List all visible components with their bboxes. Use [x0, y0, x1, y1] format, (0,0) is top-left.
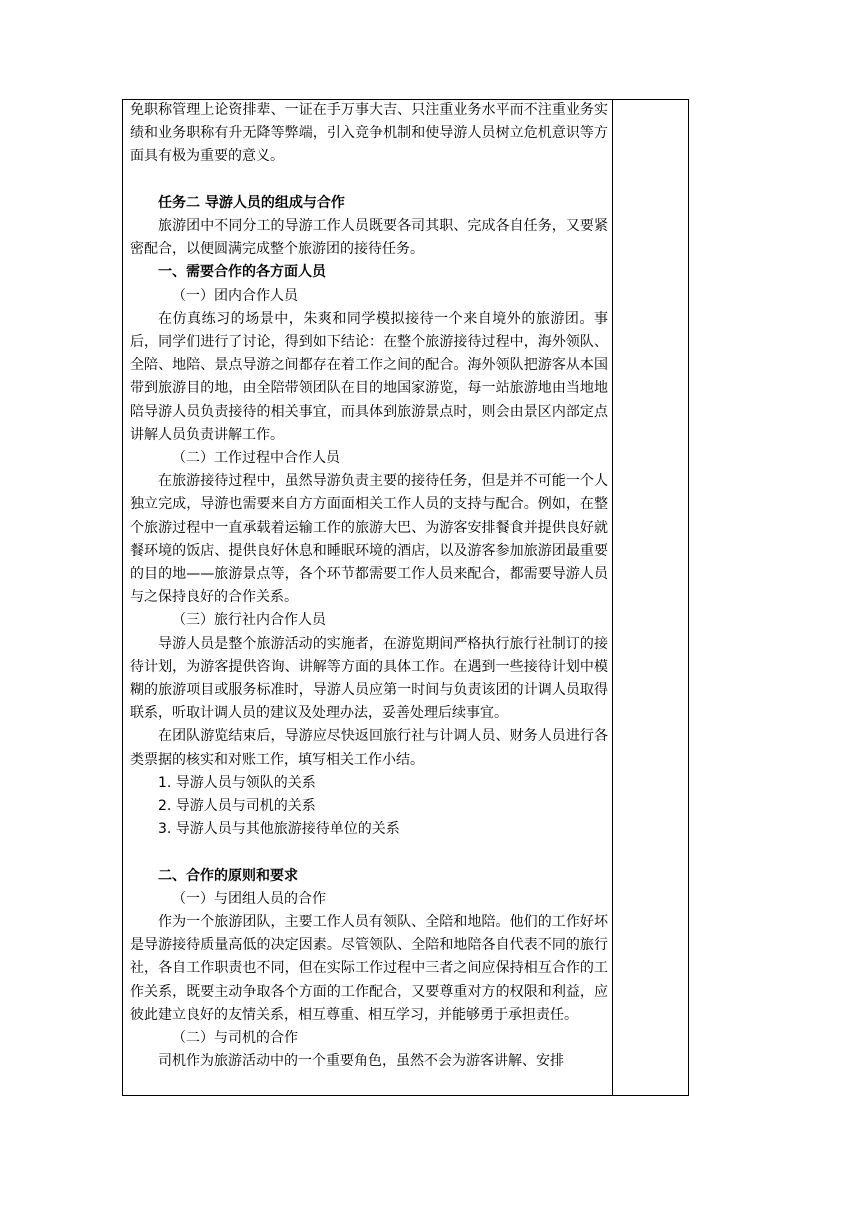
subsection-2-paragraph: 在旅游接待过程中，虽然导游负责主要的接待任务，但是并不可能一个人独立完成，导游也需要来自方方面面相关工作人员的支持与配合。例如，在整个旅游过程中一直承载着运输工作的旅游大巴、为游客安排餐食并提供良好就餐环境的饭店、提供良好休息和睡眠环境的酒店，以及游客参加旅游团最重要的目的地——旅游景点等，各个环节都需要工作人员来配合，都需要导游人员与之保持良好的合作关系。 [130, 473, 608, 606]
subsection-3: （三）旅行社内合作人员 [172, 612, 326, 629]
section-heading-2: 二、合作的原则和要求 [158, 867, 298, 884]
subsection-4-paragraph: 作为一个旅游团队，主要工作人员有领队、全陪和地陪。他们的工作好坏是导游接待质量高低的决定因素。尽管领队、全陪和地陪各自代表不同的旅行社，各自工作职责也不同，但在实际工作过程中三者之间应保持相互合作的工作关系，既要主动争取各个方面的工作配合，又要尊重对方的权限和利益，应彼此建立良好的友情关系，相互尊重、相互学习，并能够勇于承担责任。 [130, 914, 608, 1023]
subsection-5: （二）与司机的合作 [172, 1030, 298, 1047]
section-heading-1: 一、需要合作的各方面人员 [158, 264, 326, 281]
subsection-1-paragraph: 在仿真练习的场景中，朱爽和同学模拟接待一个来自境外的旅游团。事后，同学们进行了讨论，得到如下结论：在整个旅游接待过程中，海外领队、全陪、地陪、景点导游之间都存在着工作之间的配合。海外领队把游客从本国带到旅游目的地，由全陪带领团队在目的地国家游览，每一站旅游地由当地地陪导游人员负责接待的相关事宜，而具体到旅游景点时，则会由景区内部定点讲解人员负责讲解工作。 [130, 310, 608, 443]
intro-paragraph: 免职称管理上论资排辈、一证在手万事大吉、只注重业务水平而不注重业务实绩和业务职称有升无降等弊端，引入竞争机制和使导游人员树立危机意识等方面具有极为重要的意义。 [130, 102, 608, 165]
subsection-3-paragraph-b: 在团队游览结束后，导游应尽快返回旅行社与计调人员、财务人员进行各类票据的核实和对账工作，填写相关工作小结。 [130, 728, 608, 768]
subsection-5-paragraph: 司机作为旅游活动中的一个重要角色，虽然不会为游客讲解、安排 [158, 1053, 564, 1070]
subsection-4: （一）与团组人员的合作 [172, 890, 326, 907]
subsection-2: （二）工作过程中合作人员 [172, 450, 340, 467]
task-paragraph: 旅游团中不同分工的导游工作人员既要各司其职、完成各自任务，又要紧密配合，以便圆满完成整个旅游团的接待任务。 [130, 218, 608, 258]
list-item: 1. 导游人员与领队的关系 [158, 774, 316, 791]
spacer [130, 841, 608, 864]
subsection-3-paragraph-a: 导游人员是整个旅游活动的实施者，在游览期间严格执行旅行社制订的接待计划，为游客提供咨询、讲解等方面的具体工作。在遇到一些接待计划中模糊的旅游项目或服务标准时，导游人员应第一时间与负责该团的计调人员取得联系，听取计调人员的建议及处理办法，妥善处理后续事宜。 [130, 635, 608, 722]
task-title: 任务二 导游人员的组成与合作 [158, 194, 345, 211]
list-item: 2. 导游人员与司机的关系 [158, 798, 316, 815]
list-item: 3. 导游人员与其他旅游接待单位的关系 [158, 821, 400, 838]
content-body [130, 99, 608, 1074]
notes-cell [611, 99, 689, 1096]
subsection-1: （一）团内合作人员 [172, 287, 298, 304]
spacer [130, 169, 608, 192]
